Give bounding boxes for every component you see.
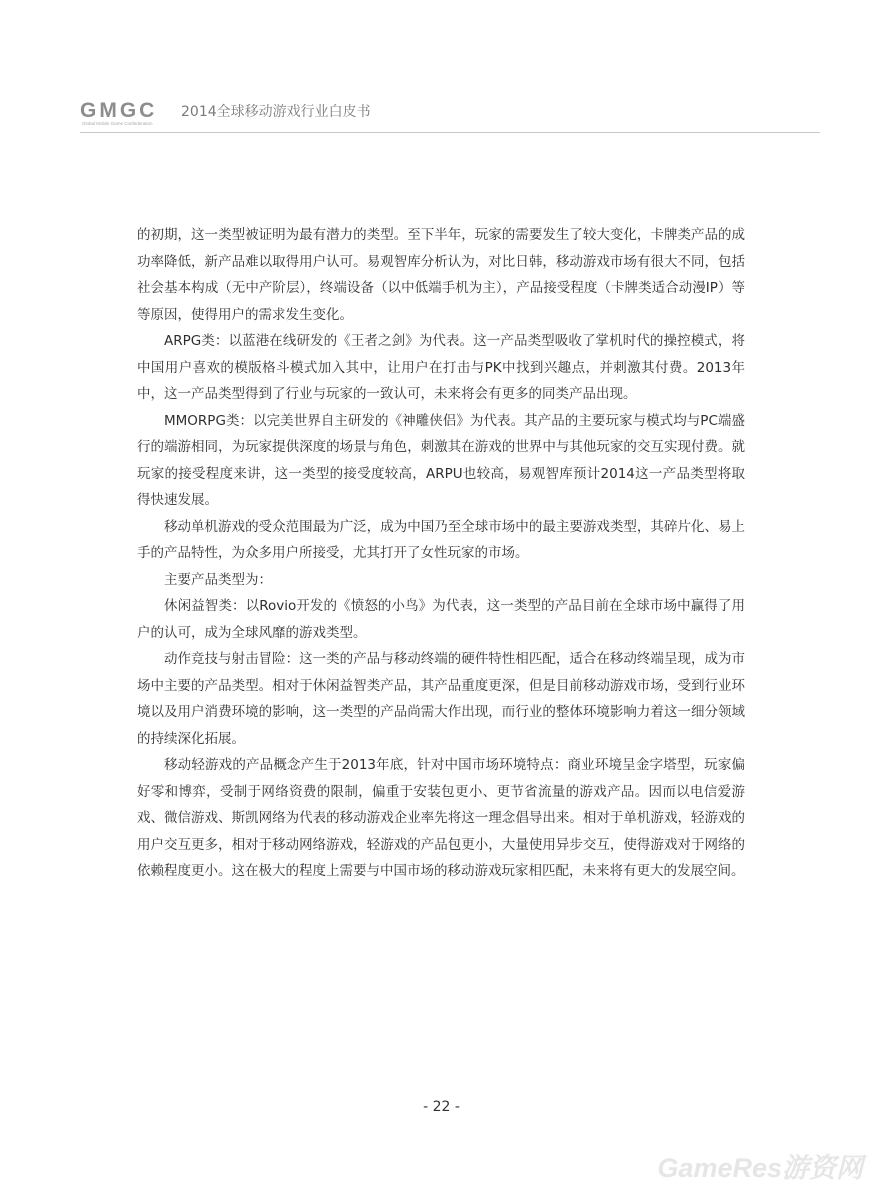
watermark: GameRes游资网: [657, 1153, 863, 1183]
paragraph-mmorpg: MMORPG类：以完美世界自主研发的《神雕侠侣》为代表。其产品的主要玩家与模式均与PC端盛行的端游相同，为玩家提供深度的场景与角色，刺激其在游戏的世界中与其他玩家的交互实现付费。就玩家的接受程度来讲，这一类型的接受度较高，ARPU也较高，易观智库预计2014这一产品类型将取得快速发展。: [137, 412, 745, 508]
paragraph-light-games: 移动轻游戏的产品概念产生于2013年底，针对中国市场环境特点：商业环境呈金字塔型，玩家偏好零和博弈，受制于网络资费的限制，偏重于安装包更小、更节省流量的游戏产品。因而以电信爱游戏、微信游戏、斯凯网络为代表的移动游戏企业率先将这一理念倡导出来。相对于单机游戏，轻游戏的用户交互更多，相对于移动网络游戏，轻游戏的产品包更小，大量使用异步交互，使得游戏对于网络的依赖程度更小。这在极大的程度上需要与中国市场的移动游戏玩家相匹配，未来将有更大的发展空间。: [137, 757, 745, 879]
page-number: - 22 -: [423, 1099, 460, 1115]
document-title: 2014全球移动游戏行业白皮书: [181, 104, 371, 120]
logo-wordmark: GMGC: [80, 99, 158, 122]
document-body: [137, 222, 745, 885]
paragraph-continued: 的初期，这一类型被证明为最有潜力的类型。至下半年，玩家的需要发生了较大变化，卡牌类产品的成功率降低，新产品难以取得用户认可。易观智库分析认为，对比日韩，移动游戏市场有很大不同，包括社会基本构成（无中产阶层），终端设备（以中低端手机为主），产品接受程度（卡牌类适合动漫IP）等等原因，使得用户的需求发生变化。: [137, 227, 745, 323]
paragraph-single-player: 移动单机游戏的受众范围最为广泛，成为中国乃至全球市场中的最主要游戏类型，其碎片化、易上手的产品特性，为众多用户所接受，尤其打开了女性玩家的市场。: [137, 518, 745, 561]
logo-subtitle: Global Mobile Game Confederation: [82, 121, 153, 126]
paragraph-main-types: 主要产品类型为：: [164, 571, 272, 588]
gmgc-logo: [80, 100, 180, 130]
paragraph-arpg: ARPG类：以蓝港在线研发的《王者之剑》为代表。这一产品类型吸收了掌机时代的操控模式，将中国用户喜欢的模版格斗模式加入其中，让用户在打击与PK中找到兴趣点，并刺激其付费。2013年中，这一产品类型得到了行业与玩家的一致认可，未来将会有更多的同类产品出现。: [137, 333, 745, 402]
paragraph-action-shooting: 动作竞技与射击冒险：这一类的产品与移动终端的硬件特性相匹配，适合在移动终端呈现，成为市场中主要的产品类型。相对于休闲益智类产品，其产品重度更深，但是目前移动游戏市场，受到行业环境以及用户消费环境的影响，这一类型的产品尚需大作出现，而行业的整体环境影响力着这一细分领域的持续深化拓展。: [137, 651, 745, 747]
paragraph-casual-puzzle: 休闲益智类：以Rovio开发的《愤怒的小鸟》为代表，这一类型的产品目前在全球市场中赢得了用户的认可，成为全球风靡的游戏类型。: [137, 598, 745, 641]
page-header: [80, 96, 820, 133]
